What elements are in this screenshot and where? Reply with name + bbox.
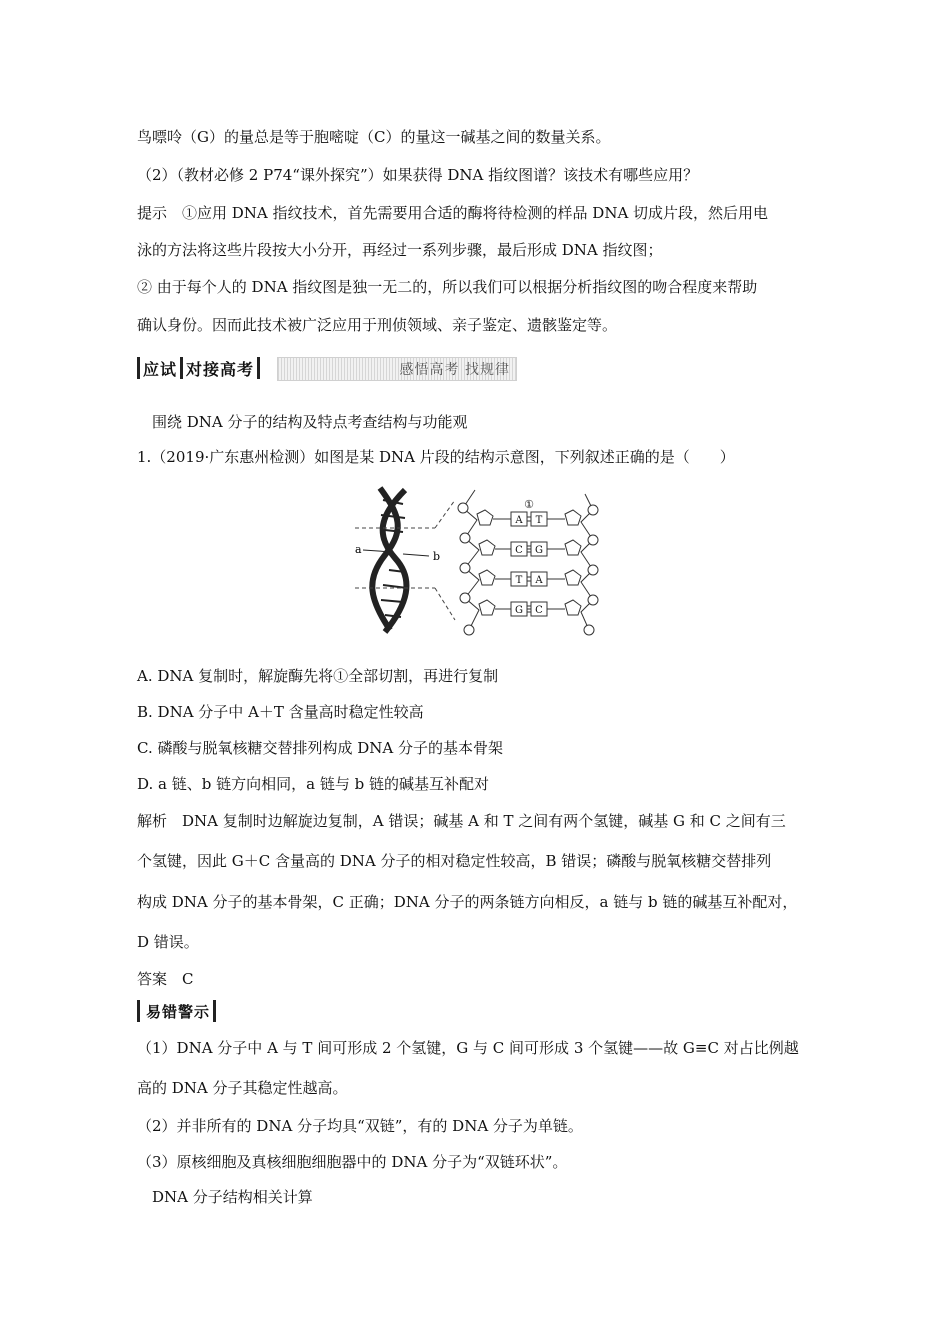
hint-line: ② 由于每个人的 DNA 指纹图是独一无二的，所以我们可以根据分析指纹图的吻合程度来帮助 — [137, 278, 758, 296]
analysis-line: 解析 DNA 复制时边解旋边复制，A 错误；碱基 A 和 T 之间有两个氢键，碱基 G 和 C 之间有三 — [137, 812, 786, 830]
left-backbone — [458, 490, 495, 635]
warning-item: 高的 DNA 分子其稳定性越高。 — [137, 1079, 348, 1097]
hint-line: 确认身份。因而此技术被广泛应用于刑侦领域、亲子鉴定、遗骸鉴定等。 — [137, 316, 618, 334]
banner-label-2: 对接高考 — [186, 359, 255, 379]
analysis-line: 构成 DNA 分子的基本骨架，C 正确；DNA 分子的两条链方向相反，a 链与 b 链的碱基互补配对， — [137, 893, 798, 911]
base-label: G — [515, 605, 523, 616]
analysis-line: 个氢键，因此 G＋C 含量高的 DNA 分子的相对稳定性较高，B 错误；磷酸与脱氧核糖交替排列 — [137, 852, 772, 870]
banner-title — [137, 355, 263, 381]
base-label: T — [535, 515, 543, 526]
warning-item: （3）原核细胞及真核细胞细胞器中的 DNA 分子为“双链环状”。 — [137, 1153, 568, 1171]
base-label: G — [535, 545, 543, 556]
base-label: C — [535, 605, 543, 616]
hint-line: 泳的方法将这些片段按大小分开，再经过一系列步骤，最后形成 DNA 指纹图； — [137, 241, 663, 259]
option-d: D. a 链、b 链方向相同，a 链与 b 链的碱基互补配对 — [137, 775, 489, 793]
double-helix — [372, 488, 407, 632]
warning-item: （2）并非所有的 DNA 分子均具“双链”，有的 DNA 分子为单链。 — [137, 1117, 583, 1135]
answer-line: 答案 C — [137, 970, 194, 988]
text-line: 鸟嘌呤（G）的量总是等于胞嘧啶（C）的量这一碱基之间的数量关系。 — [137, 128, 611, 146]
warning-item: （1）DNA 分子中 A 与 T 间可形成 2 个氢键，G 与 C 间可形成 3 个氢键——故 G≡C 对占比例越 — [137, 1039, 799, 1057]
label-b: b — [433, 550, 441, 563]
base-label: A — [535, 575, 543, 586]
question-line: （2）（教材必修 2 P74“课外探究”）如果获得 DNA 指纹图谱？该技术有哪些应用？ — [137, 166, 699, 184]
option-c: C. 磷酸与脱氧核糖交替排列构成 DNA 分子的基本骨架 — [137, 739, 504, 757]
dna-diagram — [345, 480, 605, 640]
label-a: a — [355, 543, 362, 556]
analysis-line: D 错误。 — [137, 933, 199, 951]
banner-subtitle-box — [277, 357, 517, 381]
divider — [180, 357, 183, 379]
pointer-line — [403, 554, 429, 556]
circled-number-label: ① — [524, 498, 534, 511]
option-a: A. DNA 复制时，解旋酶先将①全部切割，再进行复制 — [137, 667, 499, 685]
section-banner — [137, 355, 517, 381]
warning-label: 易错警示 — [146, 1002, 211, 1021]
option-b: B. DNA 分子中 A＋T 含量高时稳定性较高 — [137, 703, 424, 721]
divider — [137, 1000, 140, 1022]
banner-label-1: 应试 — [143, 359, 178, 379]
banner-subtitle: 感悟高考 找规律 — [399, 362, 510, 378]
question-stem: 1.（2019·广东惠州检测）如图是某 DNA 片段的结构示意图，下列叙述正确的是（ ） — [137, 448, 735, 466]
divider — [213, 1000, 216, 1022]
divider — [137, 357, 140, 379]
divider — [257, 357, 260, 379]
base-label: C — [515, 545, 523, 556]
base-label: T — [515, 575, 523, 586]
section-heading: DNA 分子结构相关计算 — [152, 1188, 313, 1206]
right-backbone — [565, 494, 598, 635]
hint-line: 提示 ①应用 DNA 指纹技术，首先需要用合适的酶将待检测的样品 DNA 切成片段，然后用电 — [137, 204, 769, 222]
base-pairs — [493, 512, 565, 616]
base-label: A — [515, 515, 523, 526]
warning-header — [137, 1000, 219, 1022]
dna-structure-figure — [345, 480, 605, 640]
topic-line: 围绕 DNA 分子的结构及特点考查结构与功能观 — [152, 413, 468, 431]
